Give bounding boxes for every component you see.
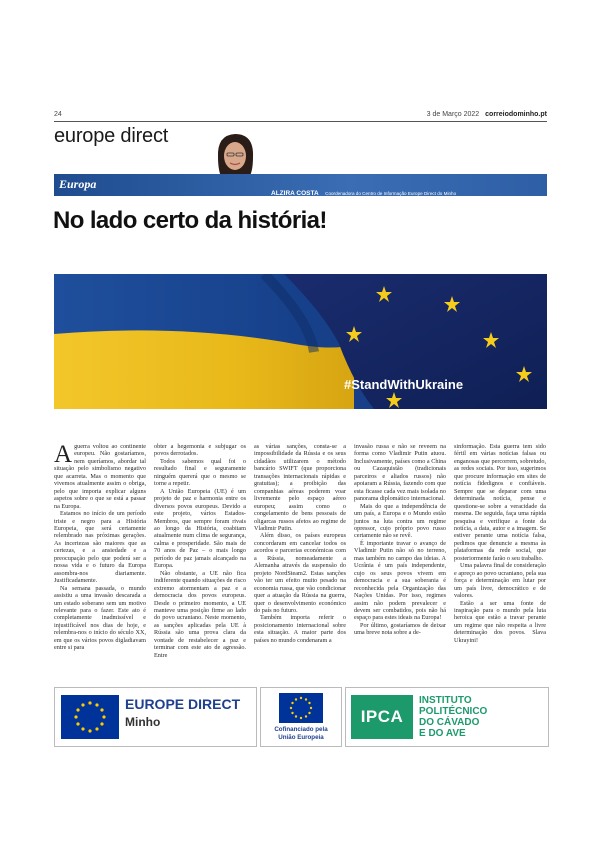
article-paragraph: Estão a ser uma fonte de inspiração para o mundo pela luta heroica que estão a travar perante um regime que não respeita a livre determinação dos povos. Slava Ukrayini! [454, 599, 546, 644]
article-column-3 [254, 443, 346, 644]
headline: No lado certo da história! [53, 207, 327, 234]
page-number: 24 [54, 111, 62, 118]
article-paragraph: Não obstante, a UE não fica indiferente quando situações de risco extremo atormentam a paz e a democracia dos povos europeus. Desde o primeiro momento, a UE manteve uma posição firme ao lado do povo ucraniano. Neste momento, as sanções aplicadas pela UE à Rússia são uma prova clara da vontade de restabelecer a paz e terminar com este ato de agressão. Entre [154, 569, 246, 659]
article-paragraph: Na semana passada, o mundo assistiu a uma invasão descarada a um estado soberano sem um motivo relevante para o fazer. Este ato é completamente inadmissível e injustificável nos dias de hoje, e relembra-nos o início do século XX, em que os vários povos digladiavam entre si para [54, 584, 146, 652]
europe-direct-region: Minho [125, 715, 161, 729]
author-role: Coordenadora do Centro de Informação Europe Direct do Minho [325, 191, 457, 196]
article-paragraph: invasão russa e não se reveem na forma como Vladimir Putin atuou. Inclusivamente, países como a China ou Cazaquistão (tradicionais parceiros e aliados russos) não apoiaram a Rússia, fazendo com que esta ficasse cada vez mais isolada no panorama diplomático internacional. [354, 443, 446, 503]
article-paragraph: Além disso, os países europeus concordaram em cancelar todos os acordos e parcerias económicas com a Rússia, nomeadamente a Alemanha através da suspensão do projeto NordSteam2. Estas sanções vão ter um efeito muito pesado na economia russa, que vão condicionar quer a atuação da Rússia na guerra, quer o desenvolvimento económico do país no futuro. [254, 532, 346, 614]
article-paragraph: É importante travar o avanço de Vladimir Putin não só no terreno, mas também no campo das ideias. A Ucrânia é um país independente, cujo os seus povos vivem em democracia e a sua soberania é reconhecida pela Organização das Nações Unidas. Por isso, regimes assim não podem prevalecer e devem ser combatidos, pois não há espaço para estes ideais na Europa! [354, 539, 446, 622]
section-band-label: Europa [59, 177, 97, 191]
ipca-logo [345, 687, 549, 747]
article-paragraph: obter a hegemonia e subjugar os povos derrotados. [154, 443, 246, 458]
section-title: europe direct [54, 125, 169, 147]
ipca-line4: E DO AVE [419, 728, 466, 739]
article-paragraph: Uma palavra final de consideração e apreço ao povo ucraniano, pela sua força e determinação em lutar por um país livre, democrático e de valores. [454, 562, 546, 600]
article-paragraph: Estamos no início de um período triste e negro para a História Europeia, que será certamente relembrado nas próximas gerações. As incertezas são maiores que as certezas, e a ansiedade e a preocupação pelo que poderá ser a nossa vida e o futuro da Europa assombra-nos diariamente. Justificadamente. [54, 510, 146, 585]
article-column-1 [54, 443, 146, 652]
article-column-4 [354, 443, 446, 637]
ipca-line2: POLITÉCNICO [419, 706, 488, 717]
ipca-mark [351, 695, 413, 739]
header-rule [54, 121, 547, 122]
article-paragraph: Mais do que a independência de um país, a Europa e o Mundo estão juntos na luta contra um regime opressor, cujo próprio povo russo certamente não se revê. [354, 502, 446, 540]
image-hashtag: #StandWithUkraine [344, 377, 464, 392]
europe-direct-logo [54, 687, 257, 747]
drop-cap: A [54, 441, 73, 468]
author-credit [271, 182, 456, 200]
eu-cofunding-text [261, 726, 341, 741]
article-paragraph: Também importa referir o posicionamento internacional sobre esta situação. A maior parte dos países no mundo condenaram a [254, 614, 346, 644]
header-date-site [427, 111, 547, 118]
ipca-line1: INSTITUTO [419, 695, 472, 706]
author-name: ALZIRA COSTA [271, 190, 319, 197]
eu-cofunding-line1: Cofinanciado pela [274, 726, 328, 733]
ipca-name [419, 695, 487, 739]
eu-flag-icon [61, 695, 119, 739]
europe-direct-name: EUROPE DIRECT [125, 696, 241, 712]
eu-flag-icon [279, 693, 323, 723]
ipca-line3: DO CÁVADO [419, 717, 480, 728]
article-paragraph: Por último, gostaríamos de deixar uma breve nota sobre a de- [354, 621, 446, 637]
header-date: 3 de Março 2022 [426, 111, 480, 118]
article-paragraph: A guerra voltou ao continente europeu. Não gostaríamos, nem queríamos, abordar tal situação pelo simbolismo negativo que acarreta. Mas o momento que vivemos atualmente assim o obriga, pelo que importa explicar alguns aspetos sobre o que se está a passar na Europa. [54, 441, 146, 510]
article-paragraph: as várias sanções, consta-se a impossibilidade da Rússia e os seus cidadãos utilizarem o método bancário SWIFT (que proporciona transações internacionais rápidas e gratuitas); a proibição das companhias aéreas poderem voar livremente pelo espaço aéreo europeu; assim como o congelamento de bens pessoais de oligarcas russos afetos ao regime de Vladimir Putin. [254, 443, 346, 532]
article-column-2 [154, 443, 246, 659]
article-column-5 [454, 443, 546, 644]
ipca-acronym: IPCA [360, 707, 404, 726]
eu-cofunding-logo [260, 687, 342, 747]
eu-cofunding-line2: União Europeia [278, 733, 324, 741]
article-paragraph: sinformação. Esta guerra tem sido fértil em várias notícias falsas ou enganosas que percorrem, sobretudo, as redes sociais. Por isso, sugerimos que procure informação em sites de notícia fidedignos e confiáveis. Sempre que se deparar com uma determinada notícia, pense e questione-se sobre a veracidade da mesma. De seguida, faça uma rápida pesquisa e verifique a fonte da notícia, a data, autor e a imagem. Se estiver perante uma notícia falsa, pedimos que denuncie a mesma às plataformas da rede social, que posteriormente farão o seu trabalho. [454, 443, 546, 562]
article-paragraph: A União Europeia (UE) é um projeto de paz e harmonia entre os diversos povos europeus. Devido a este projeto, vários Estados-Membros, que sempre foram rivais ao longo da História, coabitam atualmente num clima de segurança, calma e prosperidade. São mais de 70 anos de Paz – o mais longo período de paz jamais alcançado na Europa. [154, 487, 246, 570]
hero-image [54, 274, 547, 409]
article-paragraph: Todos sabemos qual foi o resultado final e seguramente ninguém quererá que o mesmo se torne a repetir. [154, 457, 246, 488]
header-site: correiodominho.pt [485, 111, 547, 118]
